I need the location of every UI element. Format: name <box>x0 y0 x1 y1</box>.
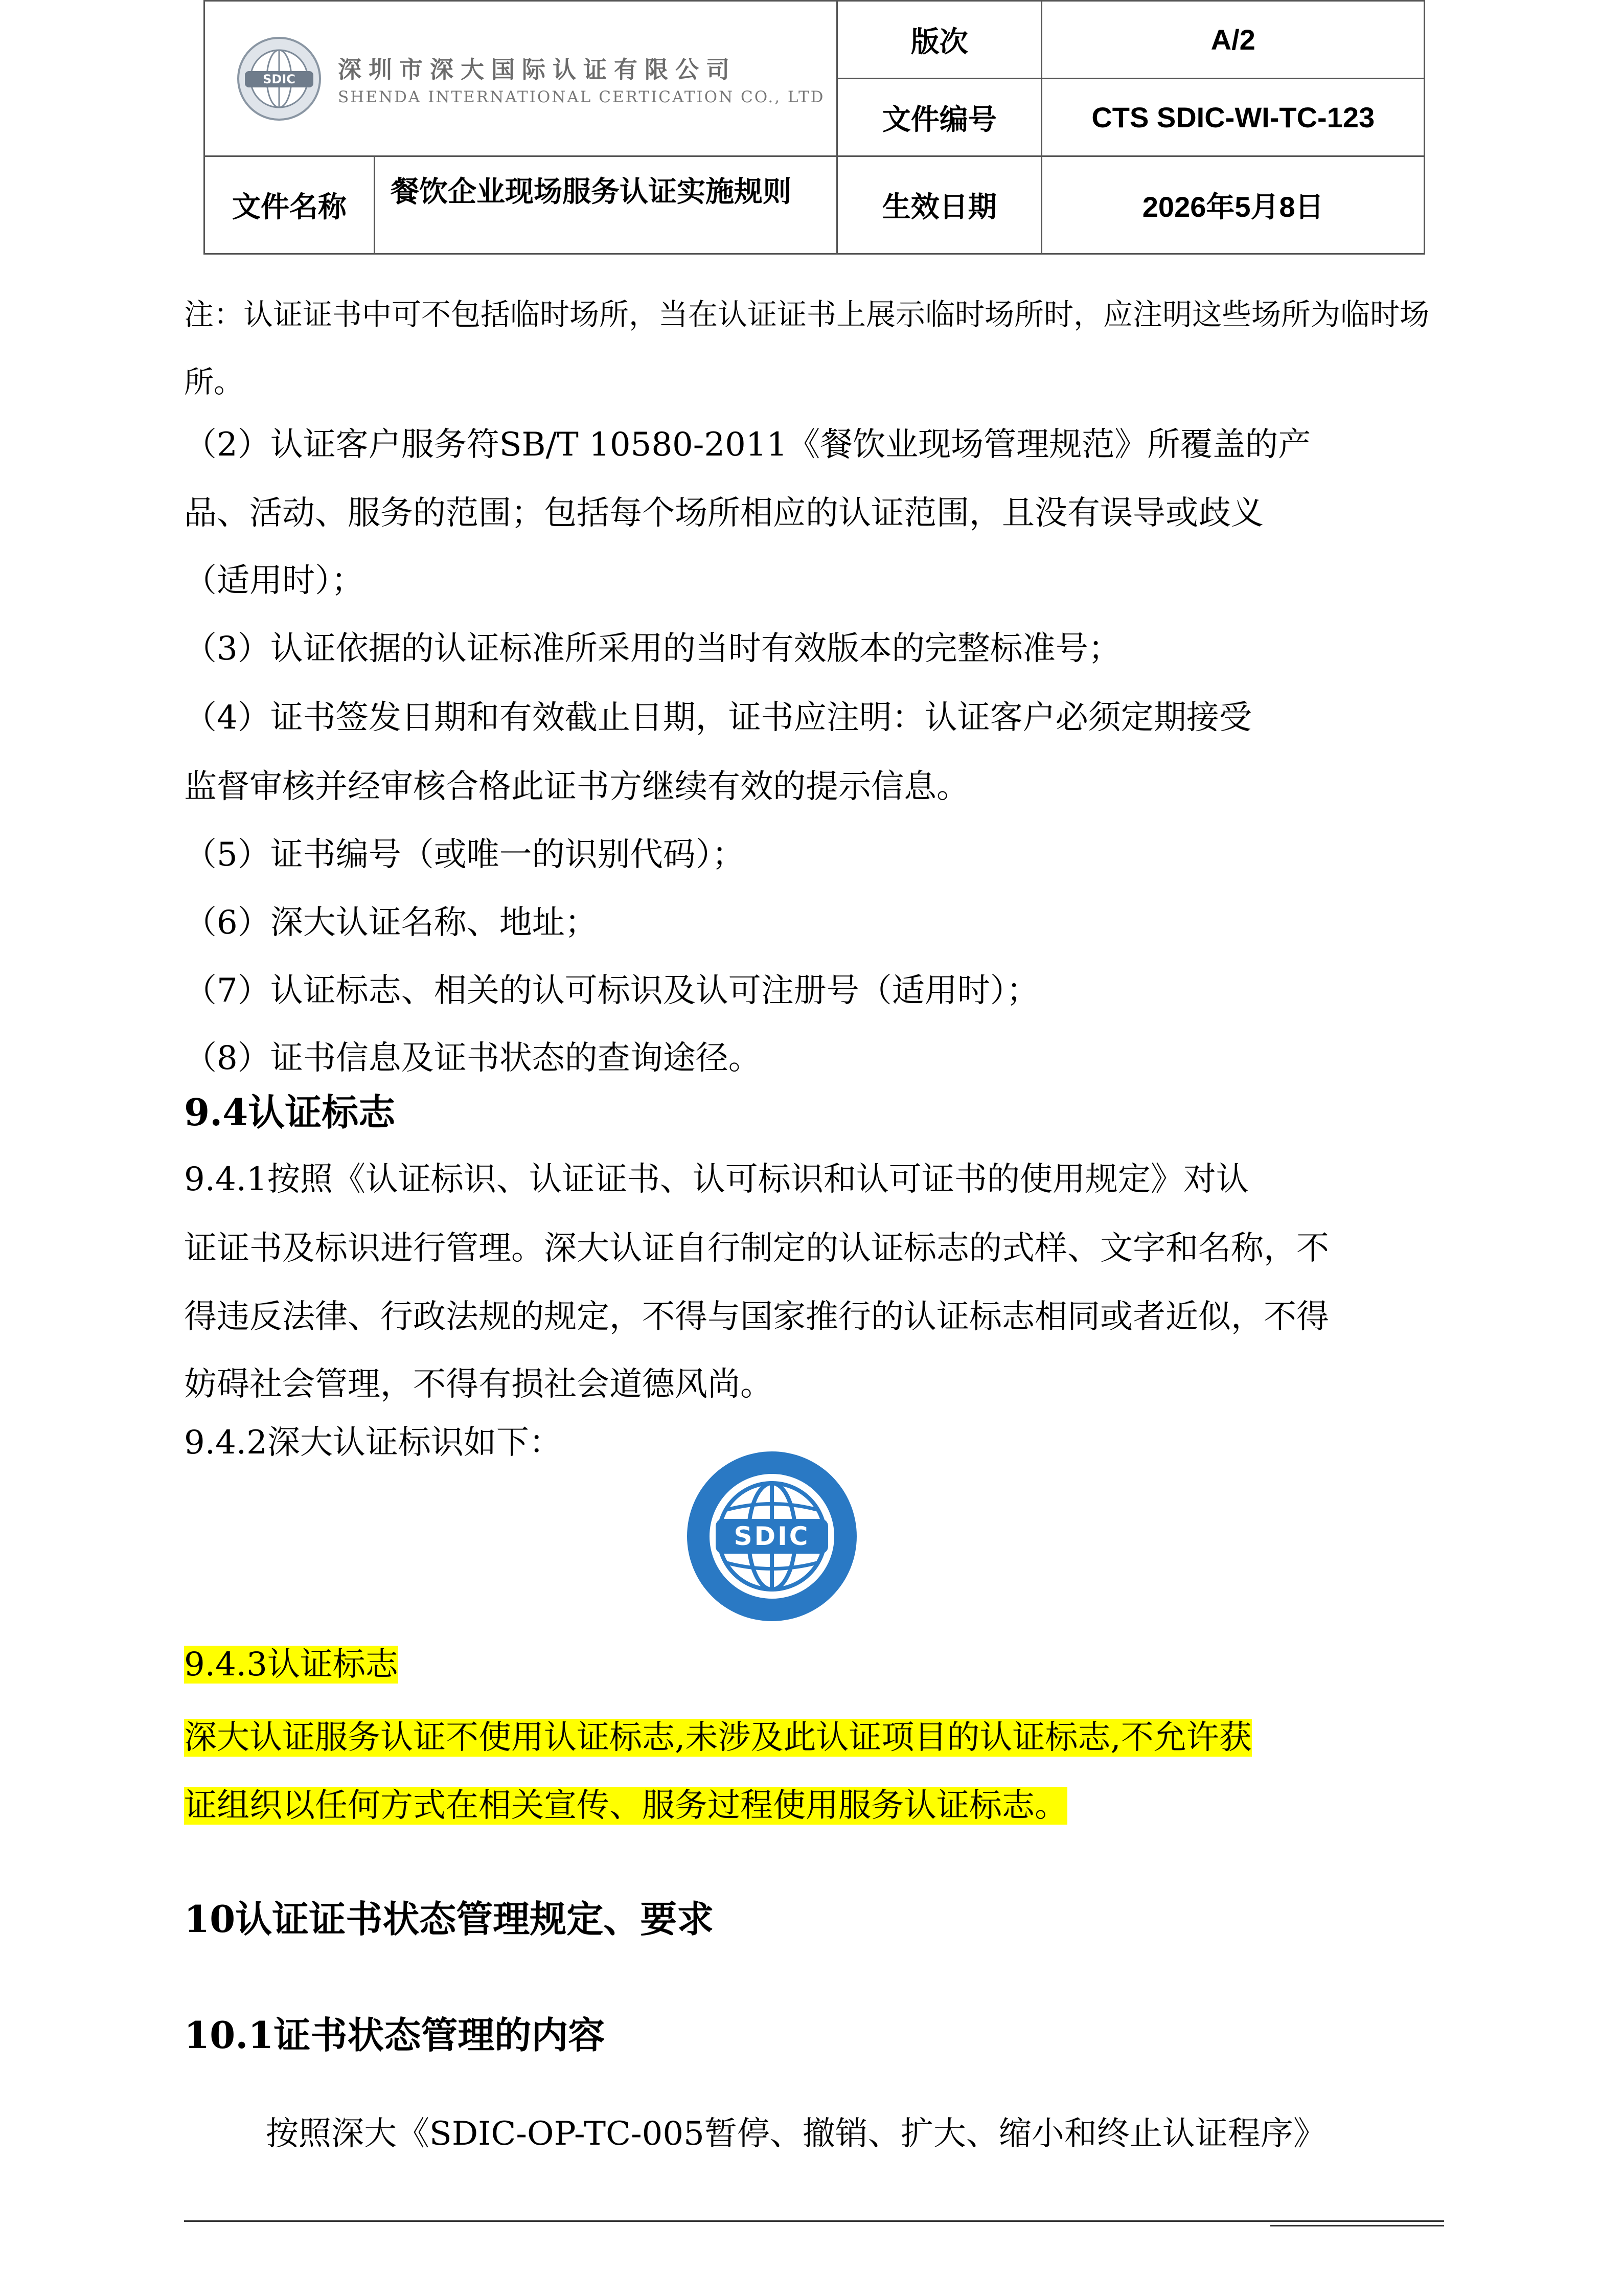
para-10-1-line-1: 按照深大《SDIC-OP-TC-005暂停、撤销、扩大、缩小和终止认证程序》 <box>266 2115 1326 2153</box>
note-line-2: 所。 <box>184 365 244 399</box>
svg-text:SDIC: SDIC <box>263 72 295 86</box>
docno-value: CTS SDIC-WI-TC-123 <box>1042 79 1425 156</box>
item-2-line-1: （2）认证客户服务符SB/T 10580-2011《餐饮业现场管理规范》所覆盖的产 <box>184 426 1311 464</box>
sdic-certification-logo <box>685 1449 859 1623</box>
document-header-table <box>203 0 1425 255</box>
section-10-1-heading: 10.1证书状态管理的内容 <box>184 2013 605 2057</box>
docno-label: 文件编号 <box>837 79 1042 156</box>
version-label: 版次 <box>837 1 1042 79</box>
footer-rule <box>184 2220 1444 2222</box>
para-9-4-1-line-3: 得违反法律、行政法规的规定，不得与国家推行的认证标志相同或者近似，不得 <box>184 1298 1329 1336</box>
company-name-cn: 深圳市深大国际认证有限公司 <box>338 55 737 83</box>
item-6: （6）深大认证名称、地址； <box>184 904 598 942</box>
item-2-line-3: （适用时）； <box>184 562 364 600</box>
section-10-heading: 10认证证书状态管理规定、要求 <box>184 1897 714 1941</box>
item-7: （7）认证标志、相关的认可标识及认可注册号（适用时）； <box>184 972 1039 1010</box>
docname-label: 文件名称 <box>205 157 375 253</box>
docname-value: 餐饮企业现场服务认证实施规则 <box>391 175 791 208</box>
item-4-line-2: 监督审核并经审核合格此证书方继续有效的提示信息。 <box>184 768 969 806</box>
footer-rule-short <box>1270 2225 1444 2226</box>
docname-row <box>204 156 837 254</box>
para-9-4-3-heading <box>184 1646 398 1684</box>
para-9-4-3-line-2-text: 证组织以任何方式在相关宣传、服务过程使用服务认证标志。 <box>184 1787 1067 1825</box>
item-3: （3）认证依据的认证标准所采用的当时有效版本的完整标准号； <box>184 630 1121 668</box>
para-9-4-1-line-4: 妨碍社会管理，不得有损社会道德风尚。 <box>184 1366 773 1403</box>
version-value: A/2 <box>1042 1 1425 79</box>
effective-date-value: 2026年5月8日 <box>1042 156 1425 254</box>
para-9-4-3-heading-text: 9.4.3认证标志 <box>184 1646 398 1684</box>
item-5: （5）证书编号（或唯一的识别代码）； <box>184 836 745 874</box>
company-logo-cell <box>204 1 837 156</box>
item-4-line-1: （4）证书签发日期和有效截止日期，证书应注明：认证客户必须定期接受 <box>184 699 1252 737</box>
para-9-4-2: 9.4.2深大认证标识如下： <box>184 1424 562 1462</box>
para-9-4-1-line-1: 9.4.1按照《认证标识、认证证书、认可标识和认可证书的使用规定》对认 <box>184 1161 1249 1198</box>
company-logo-icon <box>236 35 323 122</box>
section-9-4-heading: 9.4认证标志 <box>184 1090 396 1134</box>
company-name-en: SHENDA INTERNATIONAL CERTICATION CO., LTD <box>338 87 825 106</box>
effective-date-label: 生效日期 <box>837 156 1042 254</box>
item-2-line-2: 品、活动、服务的范围；包括每个场所相应的认证范围，且没有误导或歧义 <box>184 494 1264 532</box>
para-9-4-3-line-1-text: 深大认证服务认证不使用认证标志,未涉及此认证项目的认证标志,不允许获 <box>184 1719 1252 1757</box>
para-9-4-1-line-2: 证证书及标识进行管理。深大认证自行制定的认证标志的式样、文字和名称，不 <box>184 1230 1329 1267</box>
note-line-1: 注：认证证书中可不包括临时场所，当在认证证书上展示临时场所时，应注明这些场所为临时场 <box>184 297 1430 332</box>
para-9-4-3-line-1 <box>184 1719 1252 1757</box>
para-9-4-3-line-2 <box>184 1787 1067 1825</box>
item-8: （8）证书信息及证书状态的查询途径。 <box>184 1039 761 1077</box>
svg-text:SDIC: SDIC <box>734 1521 810 1551</box>
